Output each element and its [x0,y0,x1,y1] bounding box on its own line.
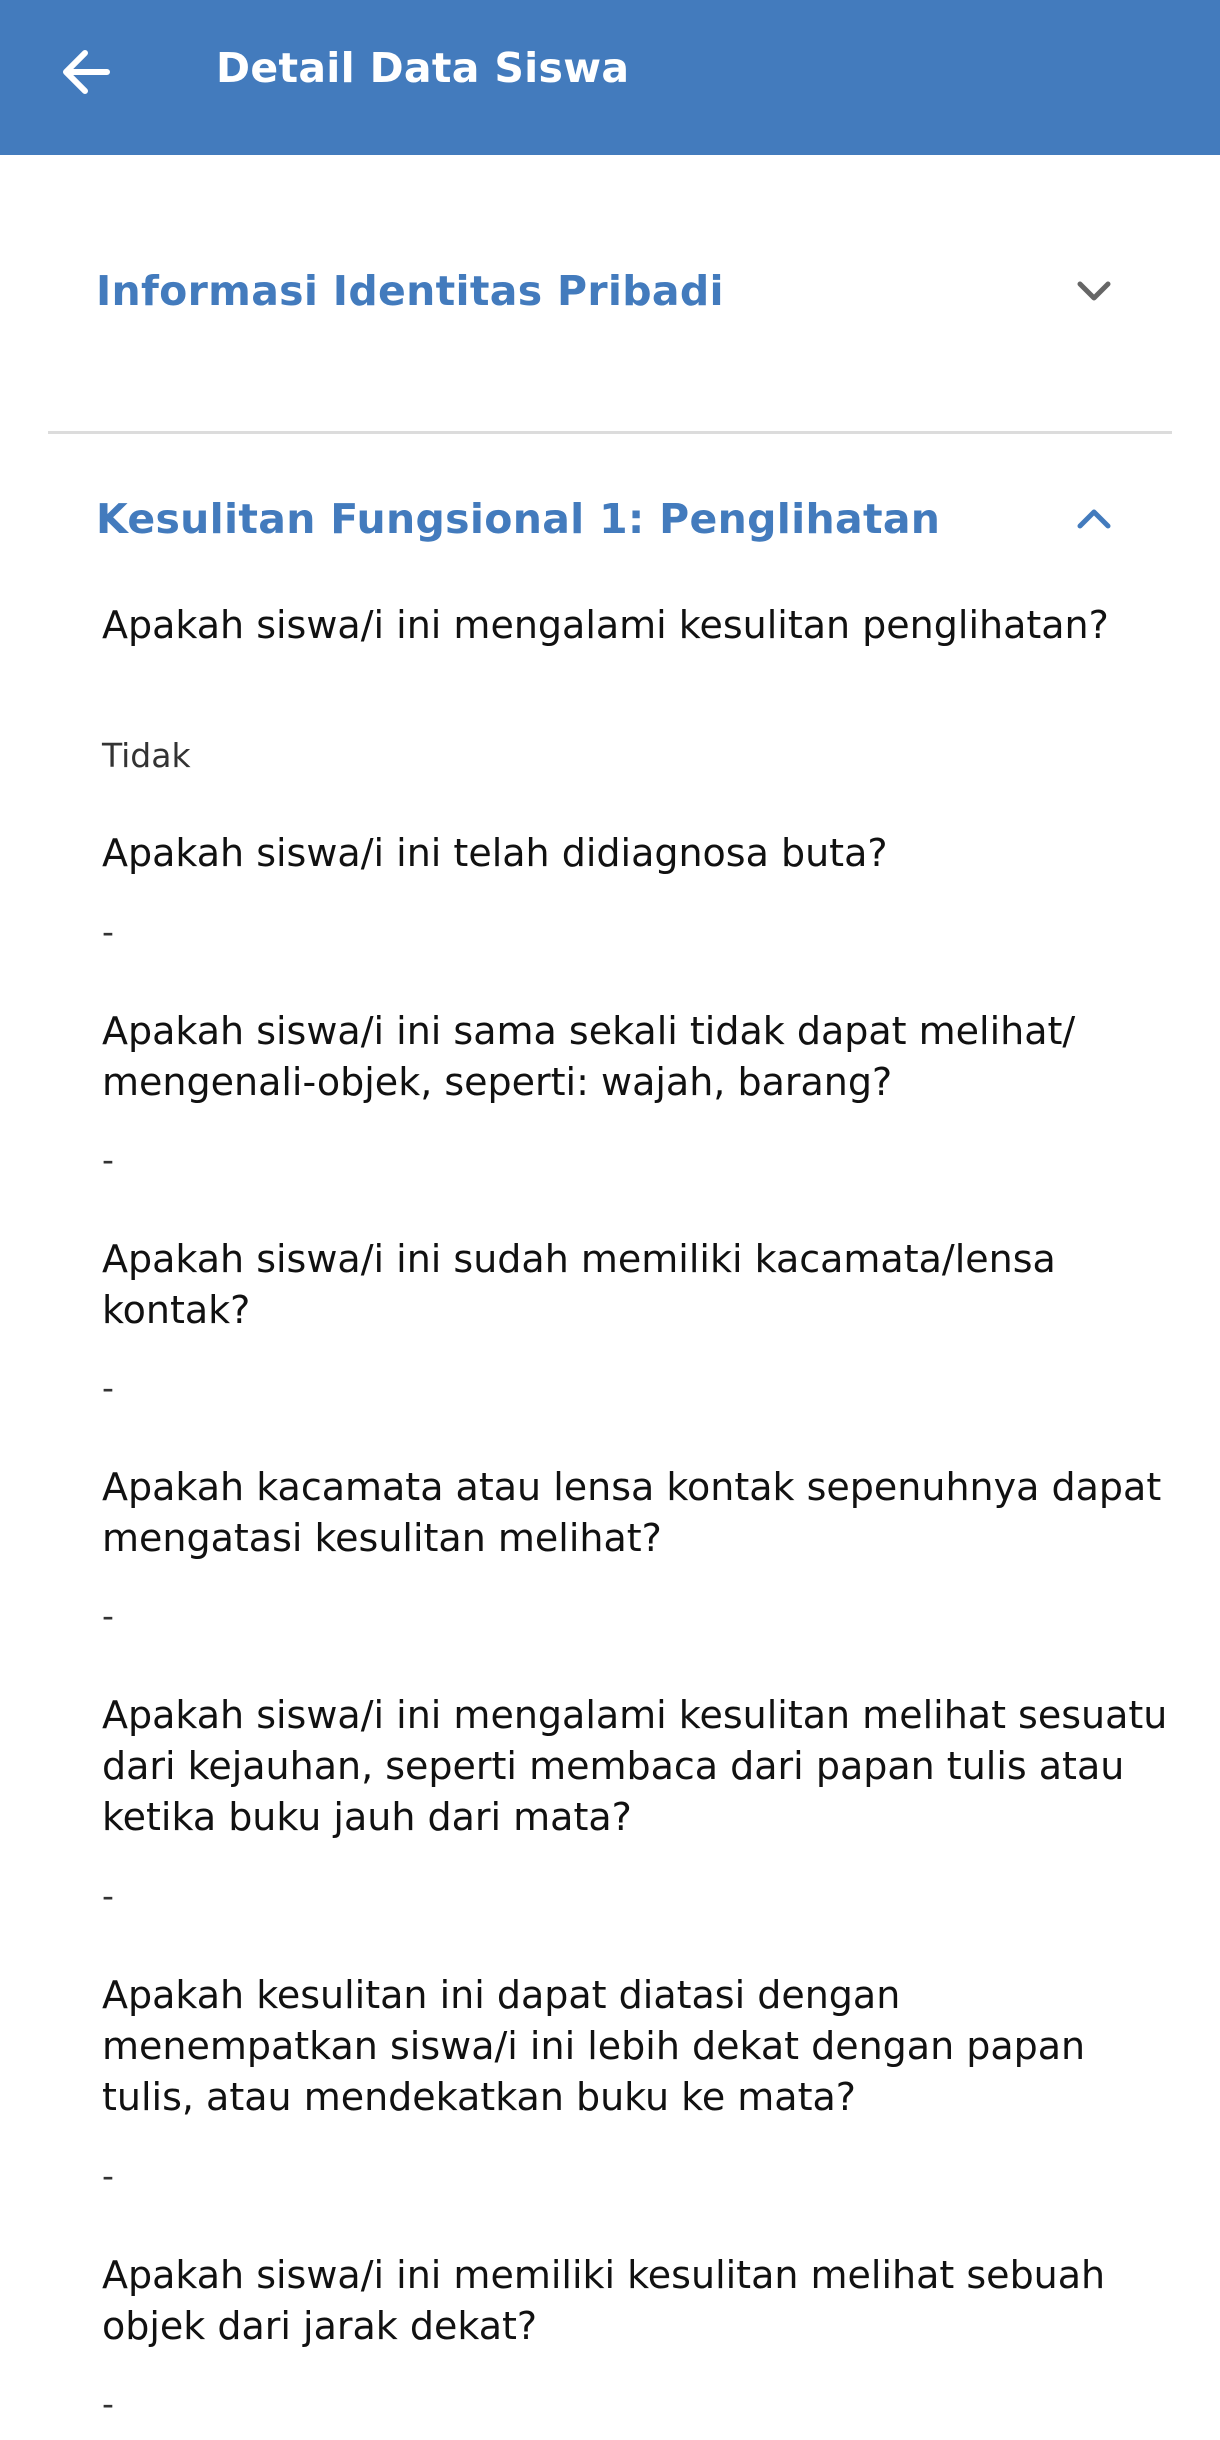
question-text: Apakah siswa/i ini mengalami kesulitan penglihatan? [102,603,1109,647]
answer-text: - [102,1368,114,1407]
answer-text: - [102,2156,114,2195]
question-text: Apakah siswa/i ini sudah memiliki kacamata/lensa kontak? [102,1237,1056,1332]
question-text: Apakah siswa/i ini sama sekali tidak dapat melihat/ mengenali-objek, seperti: wajah, barang? [102,1009,1076,1104]
section-title: Informasi Identitas Pribadi [96,267,724,315]
answer-text: - [102,912,114,951]
answer-text: - [102,1140,114,1179]
question-text: Apakah kacamata atau lensa kontak sepenuhnya dapat mengatasi kesulitan melihat? [102,1465,1162,1560]
question-text: Apakah kesulitan ini dapat diatasi dengan menempatkan siswa/i ini lebih dekat dengan papan tulis, atau mendekatkan buku ke mata? [102,1973,1086,2119]
chevron-down-icon [1072,269,1116,313]
back-button[interactable] [40,32,130,112]
answer-text: Tidak [102,736,191,775]
section-header-identitas[interactable] [48,236,1172,346]
arrow-left-icon [57,44,113,100]
answer-text: - [102,1876,114,1915]
section-title: Kesulitan Fungsional 1: Penglihatan [96,495,941,543]
question-text: Apakah siswa/i ini mengalami kesulitan melihat sesuatu dari kejauhan, seperti membaca dari papan tulis atau ketika buku jauh dari mata? [102,1693,1168,1839]
answer-text: - [102,2384,114,2423]
section-header-penglihatan[interactable] [48,464,1172,574]
question-text: Apakah siswa/i ini telah didiagnosa buta? [102,831,888,875]
answer-text: - [102,1596,114,1635]
section-divider [48,431,1172,434]
question-text: Apakah siswa/i ini memiliki kesulitan melihat sebuah objek dari jarak dekat? [102,2253,1106,2348]
page-title: Detail Data Siswa [216,44,630,92]
chevron-up-icon [1072,497,1116,541]
app-bar [0,0,1220,155]
